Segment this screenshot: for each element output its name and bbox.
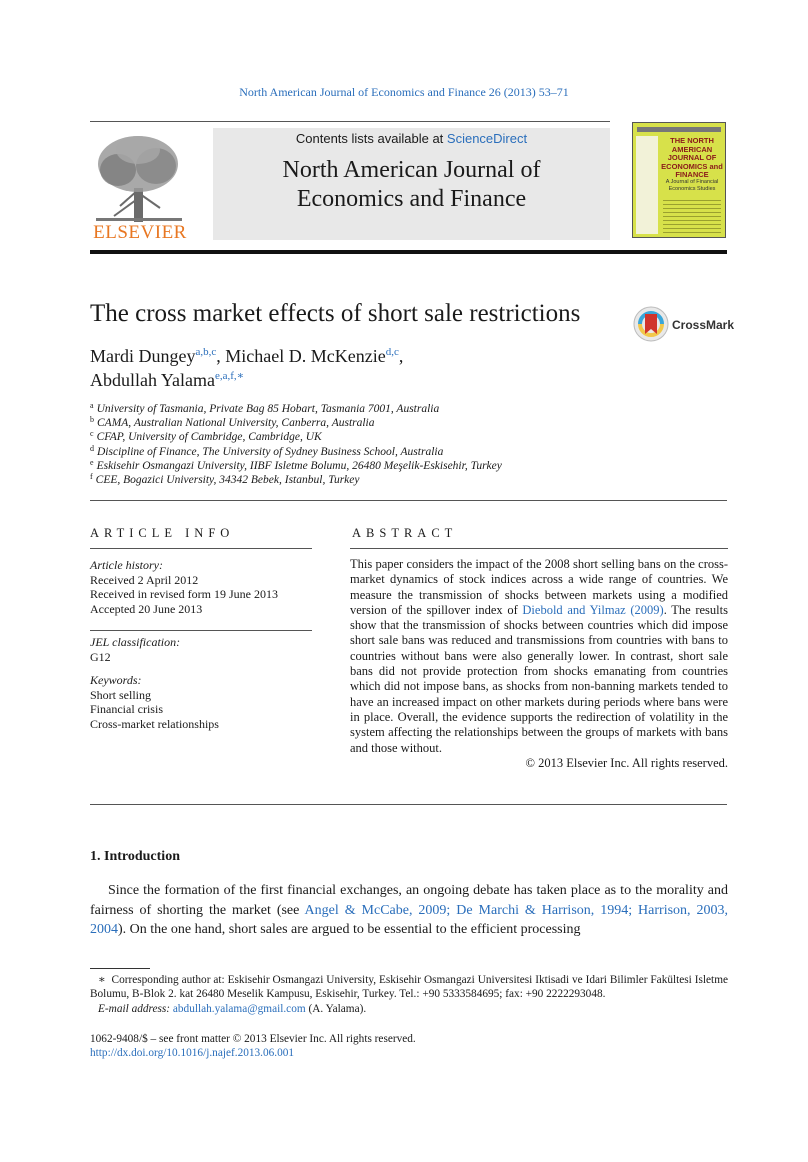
affiliation-text: CFAP, University of Cambridge, Cambridge, UK xyxy=(96,431,322,444)
front-matter xyxy=(90,1032,416,1061)
affiliation-mark: e xyxy=(90,457,94,467)
affiliation-text: CEE, Bogazici University, 34342 Bebek, Istanbul, Turkey xyxy=(95,474,360,487)
corresponding-author-footnote xyxy=(90,973,728,1016)
journal-title xyxy=(213,156,610,214)
intro-text: ). On the one hand, short sales are argued to be essential to the efficient processing xyxy=(118,922,581,937)
jel-code: G12 xyxy=(90,649,111,664)
cover-sidebar xyxy=(636,136,658,234)
reference-link[interactable]: Angel & McCabe, 2009; De Marchi & Harrison, 1994; Harrison, 2003, 2004 xyxy=(90,902,728,937)
jel-classification xyxy=(90,635,312,664)
received-date: Received 2 April 2012 xyxy=(90,572,199,587)
affiliation-text: Discipline of Finance, The University of Sydney Business School, Australia xyxy=(97,445,444,458)
affiliation-item xyxy=(90,430,502,444)
abstract-text: . The results show that the transmission of shocks between countries which did impose short sale bans was reduced and transmissions from countries with bans to countries without bans were also generally lower. In contrast, short sale bans did not provide protection from shocks emanating from countries which did not impose bans, as shocks from non-banning markets tended to have an increased impact on other markets during periods where bans were in place. Overall, the evidence supports the redirection of volatility in the system affecting the relationships between the groups of markets with bans and those without. xyxy=(350,602,728,755)
keywords xyxy=(90,673,312,731)
cover-title: THE NORTH AMERICAN JOURNAL OF ECONOMICS and FINANCE xyxy=(661,136,723,179)
elsevier-logo xyxy=(90,130,190,242)
intro-paragraph xyxy=(90,881,728,940)
revised-date: Received in revised form 19 June 2013 xyxy=(90,587,278,601)
affiliation-mark: d xyxy=(90,443,94,453)
header-rule xyxy=(90,121,610,122)
affiliation-text: University of Tasmania, Private Bag 85 Hobart, Tasmania 7001, Australia xyxy=(96,403,440,415)
email-label: E-mail address: xyxy=(98,1002,173,1015)
author-affil-marks[interactable]: e,a,f,∗ xyxy=(215,370,245,382)
email-link[interactable]: abdullah.yalama@gmail.com xyxy=(172,1002,306,1015)
accepted-date: Accepted 20 June 2013 xyxy=(90,601,203,616)
author-line-1 xyxy=(90,344,403,368)
footnote-mark: ∗ xyxy=(98,974,106,986)
section-divider xyxy=(90,804,727,805)
affiliation-item xyxy=(90,459,502,473)
journal-title-line1: North American Journal of xyxy=(282,157,541,183)
contents-line xyxy=(213,131,610,146)
section-divider xyxy=(90,500,727,501)
info-rule xyxy=(90,630,312,631)
footnote-text: Corresponding author at: Eskisehir Osmangazi University, Eskisehir Osmangazi Universitesi Iktisadi ve Idari Bilimler Fakültesi Isletme Bolumu, B-Blok 2. kat 26480 Meselik Kampusu, Eskisehir, Turkey. Tel.: +90 5333584695; fax: +90 2222293048. xyxy=(90,974,728,1001)
email-line xyxy=(90,1002,728,1016)
journal-banner xyxy=(213,128,610,240)
author-line-2 xyxy=(90,368,403,392)
elsevier-wordmark: ELSEVIER xyxy=(93,222,187,243)
author-list xyxy=(90,344,403,392)
reference-link[interactable]: Diebold and Yilmaz (2009) xyxy=(522,602,664,617)
email-suffix: (A. Yalama). xyxy=(305,1002,367,1015)
keyword: Cross-market relationships xyxy=(90,716,219,731)
author-affil-marks[interactable]: d,c xyxy=(385,346,399,358)
header-thick-rule xyxy=(90,250,727,254)
section-heading: 1. Introduction xyxy=(90,849,180,864)
footnote-rule xyxy=(90,968,150,969)
affiliation-list xyxy=(90,402,502,487)
author-separator: , xyxy=(216,346,226,366)
contents-prefix: Contents lists available at xyxy=(295,131,447,146)
crossmark-badge[interactable] xyxy=(632,305,735,345)
keywords-label: Keywords: xyxy=(90,673,142,687)
author-separator: , xyxy=(398,346,404,366)
affiliation-mark: a xyxy=(90,401,94,410)
intro-text: Since the formation of the first financial exchanges, an ongoing debate has taken place as to the morality and fairness of shorting the market (see xyxy=(90,883,728,918)
abstract-heading: ABSTRACT xyxy=(352,526,458,540)
abstract-text: This paper considers the impact of the 2008 short selling bans on the cross-market dynamics of stock indices across a wide range of countries. We measure the transmission of shocks between markets using a modified version of the spillover index of xyxy=(350,557,728,617)
cover-topbar xyxy=(637,127,721,132)
affiliation-item xyxy=(90,445,502,459)
issn-line: 1062-9408/$ – see front matter © 2013 Elsevier Inc. All rights reserved. xyxy=(90,1033,416,1045)
author-affil-marks[interactable]: a,b,c xyxy=(195,346,217,358)
jel-label: JEL classification: xyxy=(90,635,181,649)
journal-title-line2: Economics and Finance xyxy=(296,186,527,212)
affiliation-mark: b xyxy=(90,415,94,425)
doi-link[interactable]: http://dx.doi.org/10.1016/j.najef.2013.06.001 xyxy=(90,1047,295,1060)
affiliation-mark: c xyxy=(90,429,94,439)
affiliation-text: CAMA, Australian National University, Canberra, Australia xyxy=(97,417,375,430)
affiliation-item xyxy=(90,416,502,430)
keyword: Short selling xyxy=(90,687,152,702)
affiliation-item xyxy=(90,402,502,416)
article-history xyxy=(90,558,312,616)
history-label: Article history: xyxy=(90,558,163,572)
crossmark-label: CrossMark xyxy=(672,318,735,332)
keyword: Financial crisis xyxy=(90,702,163,716)
journal-citation[interactable]: North American Journal of Economics and Finance 26 (2013) 53–71 xyxy=(239,85,569,99)
cover-subtitle: A Journal of Financial Economics Studies xyxy=(665,179,719,192)
article-info-heading: ARTICLE INFO xyxy=(90,526,235,540)
author-name[interactable]: Abdullah Yalama xyxy=(90,370,215,390)
author-name[interactable]: Michael D. McKenzie xyxy=(225,346,386,366)
sciencedirect-link[interactable]: ScienceDirect xyxy=(446,131,528,146)
cover-contents-lines xyxy=(663,197,721,233)
info-rule xyxy=(90,548,312,549)
author-name[interactable]: Mardi Dungey xyxy=(90,346,196,366)
copyright-notice: © 2013 Elsevier Inc. All rights reserved. xyxy=(525,755,728,770)
abstract-rule xyxy=(350,548,728,549)
affiliation-text: Eskisehir Osmangazi University, IIBF Isletme Bolumu, 26480 Meşelik-Eskisehir, Turkey xyxy=(96,459,502,472)
affiliation-mark: f xyxy=(90,472,93,482)
article-title: The cross market effects of short sale restrictions xyxy=(90,300,581,327)
abstract-body xyxy=(350,557,728,771)
journal-cover[interactable] xyxy=(632,122,726,238)
affiliation-item xyxy=(90,473,502,487)
crossmark-icon xyxy=(632,305,670,343)
